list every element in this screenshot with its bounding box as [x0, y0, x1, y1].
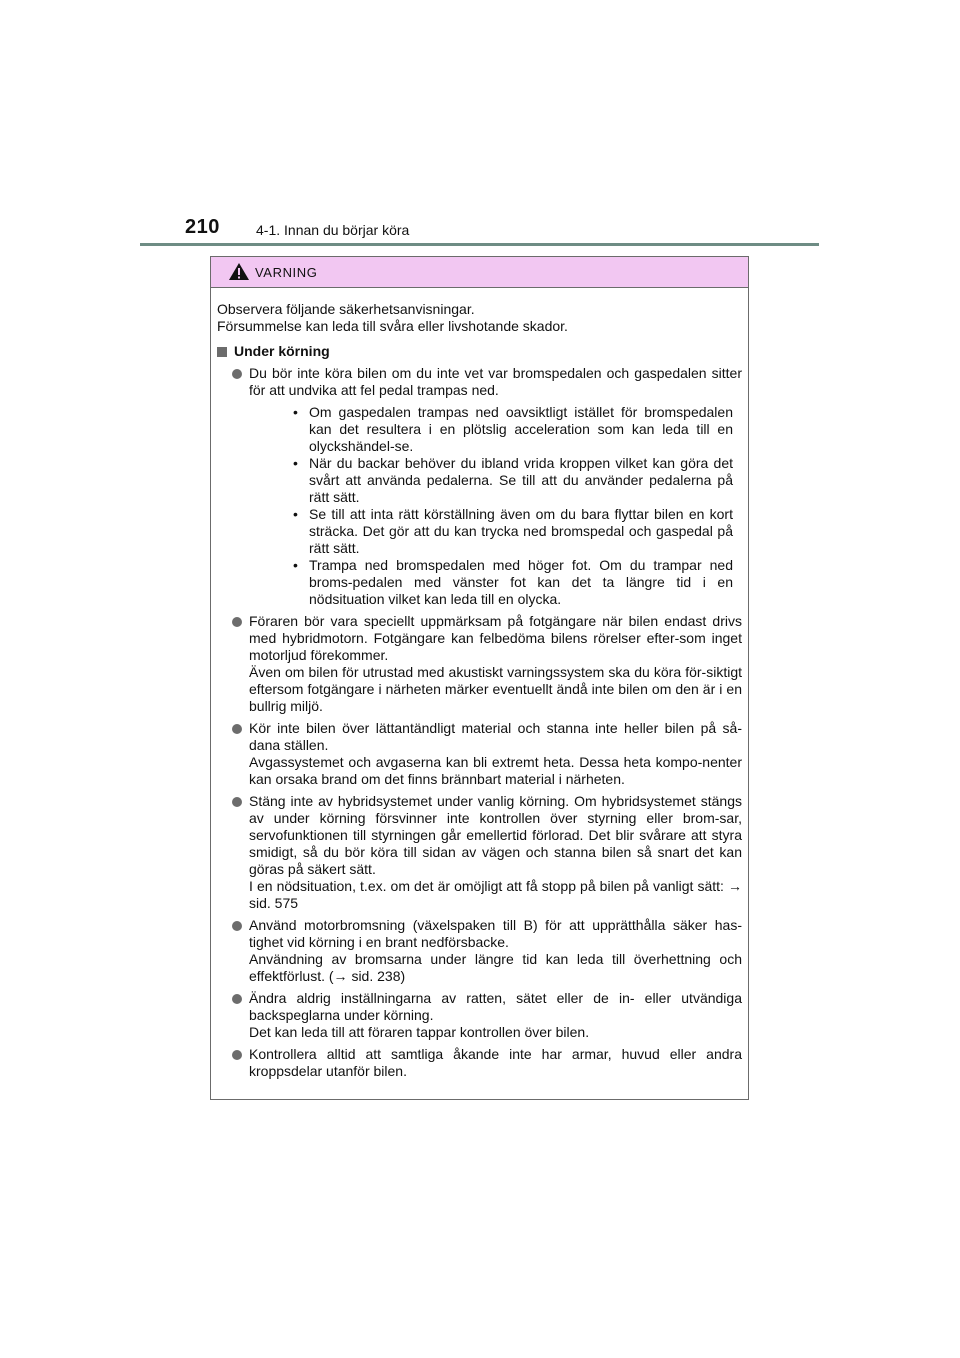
sub-list-item [249, 404, 742, 455]
warning-body [211, 288, 748, 1080]
warning-item-text: Även om bilen för utrustad med akustiskt varningssystem ska du köra för-siktigt eftersom fotgängare i närheten märker eventuellt ändå inte bilen om den är i en bullrig miljö. [249, 664, 742, 714]
bullet-icon: • [293, 404, 298, 420]
section-heading-text: Under körning [234, 343, 330, 359]
intro-line: Försummelse kan leda till svåra eller livshotande skador. [217, 318, 568, 334]
sub-list-item-text: När du backar behöver du ibland vrida kroppen vilket kan göra det svårt att använda pedalerna. Se till att du använder pedalerna på rätt sätt. [309, 455, 733, 505]
warning-item [217, 613, 742, 715]
header-rule [140, 243, 819, 246]
warning-item-text: Du bör inte köra bilen om du inte vet var bromspedalen och gaspedalen sitter för att undvika att fel pedal trampas ned. [249, 365, 742, 398]
warning-item [217, 365, 742, 608]
warning-triangle-icon [228, 262, 250, 281]
bullet-icon: • [293, 506, 298, 522]
warning-title: VARNING [255, 265, 318, 280]
bullet-icon: • [293, 455, 298, 471]
sub-list-item [249, 455, 742, 506]
sub-list-item-text: Se till att inta rätt körställning även om du bara flyttar bilen en kort sträcka. Det gör att du kan trycka ned bromspedal och gaspedal på rätt sätt. [309, 506, 733, 556]
circle-bullet-icon [232, 724, 242, 734]
sub-list [249, 404, 742, 608]
page-number: 210 [185, 216, 220, 238]
circle-bullet-icon [232, 797, 242, 807]
warning-item-text: I en nödsituation, t.ex. om det är omöjligt att få stopp på bilen på vanligt sätt: → sid. 575 [249, 878, 742, 911]
warning-item [217, 917, 742, 985]
warning-item-text: Ändra aldrig inställningarna av ratten, sätet eller de in- eller utvändiga backspeglarna under körning. [249, 990, 742, 1023]
section-title: 4-1. Innan du börjar köra [256, 222, 410, 238]
warning-item-text: Föraren bör vara speciellt uppmärksam på fotgängare när bilen endast drivs med hybridmotorn. Fotgängare kan felbedöma bilens rörelser efter-som inget motorljud förekommer. [249, 613, 742, 663]
square-bullet-icon [217, 347, 227, 357]
warning-item-text: Kör inte bilen över lättantändligt material och stanna inte heller bilen på så-dana ställen. [249, 720, 742, 753]
warning-intro [217, 301, 742, 335]
intro-line: Observera följande säkerhetsanvisningar. [217, 301, 475, 317]
warning-item-text: Stäng inte av hybridsystemet under vanlig körning. Om hybridsystemet stängs av under körning försvinner inte kontrollen över styrning eller brom-sar, servofunktionen till styrningen går emellertid förlorad. Det blir svårare att styra smidigt, så du bör köra till sidan av vägen och stanna bilen så snart det kan göras på säkert sätt. [249, 793, 742, 877]
section-heading [217, 343, 742, 360]
sub-list-item [249, 506, 742, 557]
warning-item [217, 1046, 742, 1080]
warning-item [217, 720, 742, 788]
circle-bullet-icon [232, 369, 242, 379]
warning-header [211, 257, 748, 288]
warning-box [210, 256, 749, 1100]
warning-item [217, 990, 742, 1041]
circle-bullet-icon [232, 1050, 242, 1060]
sub-list-item-text: Om gaspedalen trampas ned oavsiktligt istället för bromspedalen kan det resultera i en plötslig acceleration som kan leda till en olyckshändel-se. [309, 404, 733, 454]
circle-bullet-icon [232, 994, 242, 1004]
sub-list-item-text: Trampa ned bromspedalen med höger fot. Om du trampar ned broms-pedalen med vänster fot kan det ta längre tid i en nödsituation vilket kan leda till en olycka. [309, 557, 733, 607]
warning-item-text: Kontrollera alltid att samtliga åkande inte har armar, huvud eller andra kroppsdelar utanför bilen. [249, 1046, 742, 1079]
warning-item-text: Använd motorbromsning (växelspaken till B) för att upprätthålla säker has-tighet vid körning i en brant nedförsbacke. [249, 917, 742, 950]
circle-bullet-icon [232, 617, 242, 627]
sub-list-item [249, 557, 742, 608]
warning-item [217, 793, 742, 912]
warning-item-text: Avgassystemet och avgaserna kan bli extremt heta. Dessa heta kompo-nenter kan orsaka brand om det finns brännbart material i närheten. [249, 754, 742, 787]
warning-item-text: Användning av bromsarna under längre tid kan leda till överhettning och effektförlust. (→ sid. 238) [249, 951, 742, 984]
bullet-icon: • [293, 557, 298, 573]
warning-items [217, 365, 742, 1080]
warning-item-text: Det kan leda till att föraren tappar kontrollen över bilen. [249, 1024, 590, 1040]
circle-bullet-icon [232, 921, 242, 931]
